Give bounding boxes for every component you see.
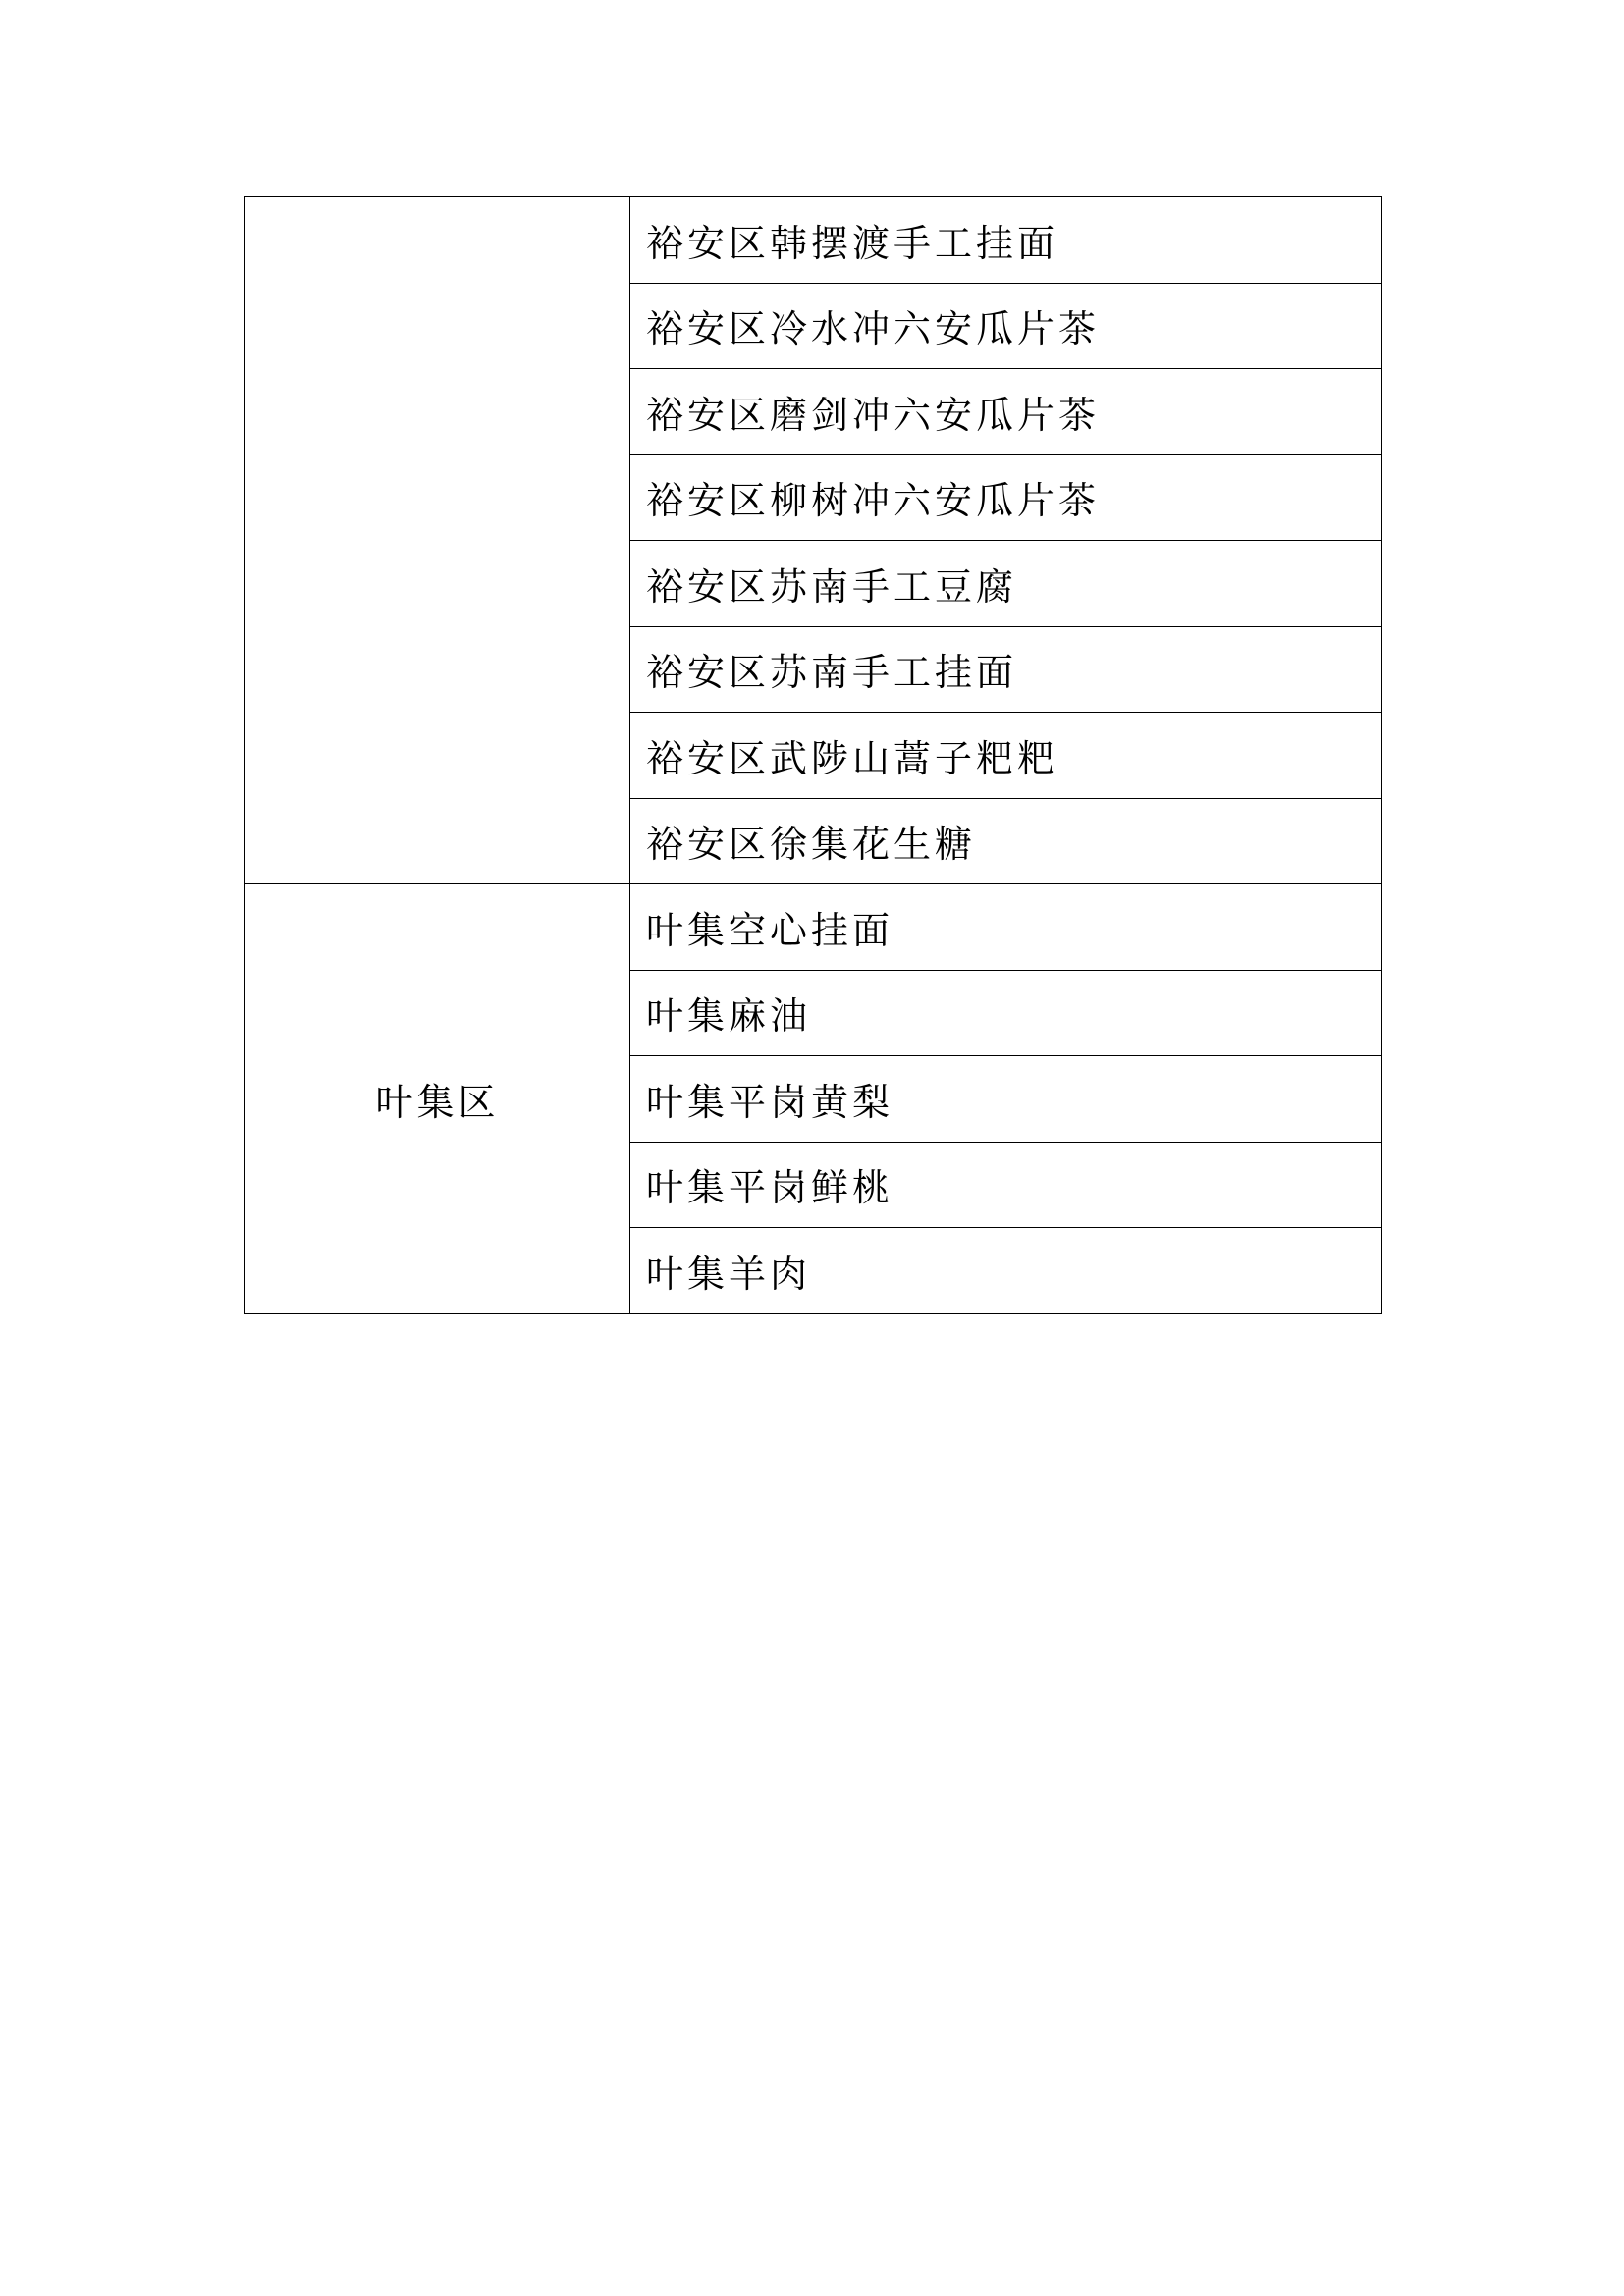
product-cell: 叶集平岗鲜桃	[630, 1142, 1382, 1228]
product-cell: 裕安区冷水冲六安瓜片茶	[630, 283, 1382, 369]
product-cell: 叶集空心挂面	[630, 884, 1382, 971]
table-row	[245, 197, 1382, 284]
product-cell: 叶集平岗黄梨	[630, 1056, 1382, 1143]
product-cell: 裕安区苏南手工挂面	[630, 626, 1382, 713]
product-cell: 裕安区柳树冲六安瓜片茶	[630, 454, 1382, 541]
product-cell: 裕安区徐集花生糖	[630, 798, 1382, 884]
region-cell-yeji: 叶集区	[245, 884, 630, 1314]
product-cell: 叶集麻油	[630, 970, 1382, 1056]
product-cell: 裕安区磨剑冲六安瓜片茶	[630, 369, 1382, 455]
product-cell: 裕安区韩摆渡手工挂面	[630, 197, 1382, 284]
product-cell: 叶集羊肉	[630, 1228, 1382, 1314]
region-cell-yuan	[245, 197, 630, 884]
specialty-products-table	[244, 196, 1382, 1314]
product-cell: 裕安区武陟山蒿子粑粑	[630, 713, 1382, 799]
product-cell: 裕安区苏南手工豆腐	[630, 541, 1382, 627]
table-row	[245, 884, 1382, 971]
